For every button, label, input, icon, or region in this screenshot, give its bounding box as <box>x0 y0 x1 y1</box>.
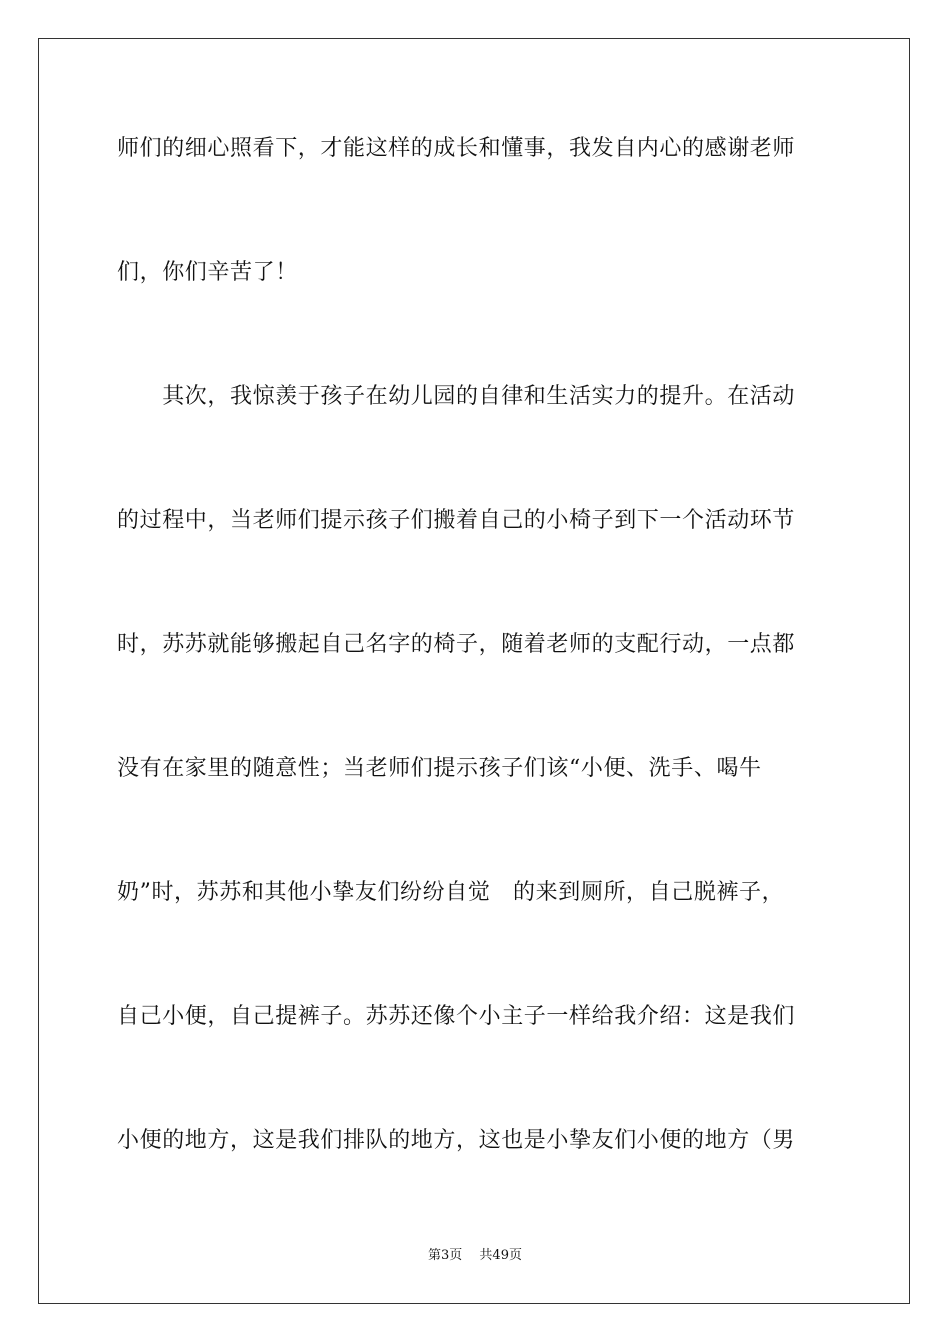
body-text-line-8: 自己小便，自己提裤子。苏苏还像个小主子一样给我介绍：这是我们 <box>117 1004 796 1029</box>
body-text-line-5: 时，苏苏就能够搬起自己名字的椅子，随着老师的支配行动，一点都 <box>117 632 796 657</box>
body-text-line-9: 小便的地方，这是我们排队的地方，这也是小挚友们小便的地方（男 <box>117 1128 796 1153</box>
body-text-line-7: 奶”时，苏苏和其他小挚友们纷纷自觉 的来到厕所，自己脱裤子， <box>117 880 785 905</box>
page-number-footer: 第3页 共49页 <box>428 1248 522 1263</box>
body-text-line-6: 没有在家里的随意性；当老师们提示孩子们该“小便、洗手、喝牛 <box>117 756 762 781</box>
body-text-line-2: 们，你们辛苦了！ <box>117 260 298 285</box>
body-text-line-4: 的过程中，当老师们提示孩子们搬着自己的小椅子到下一个活动环节 <box>117 508 796 533</box>
body-text-line-3: 其次，我惊羡于孩子在幼儿园的自律和生活实力的提升。在活动 <box>117 384 796 409</box>
body-text-line-1: 师们的细心照看下，才能这样的成长和懂事，我发自内心的感谢老师 <box>117 136 796 161</box>
page-border <box>38 38 910 1304</box>
